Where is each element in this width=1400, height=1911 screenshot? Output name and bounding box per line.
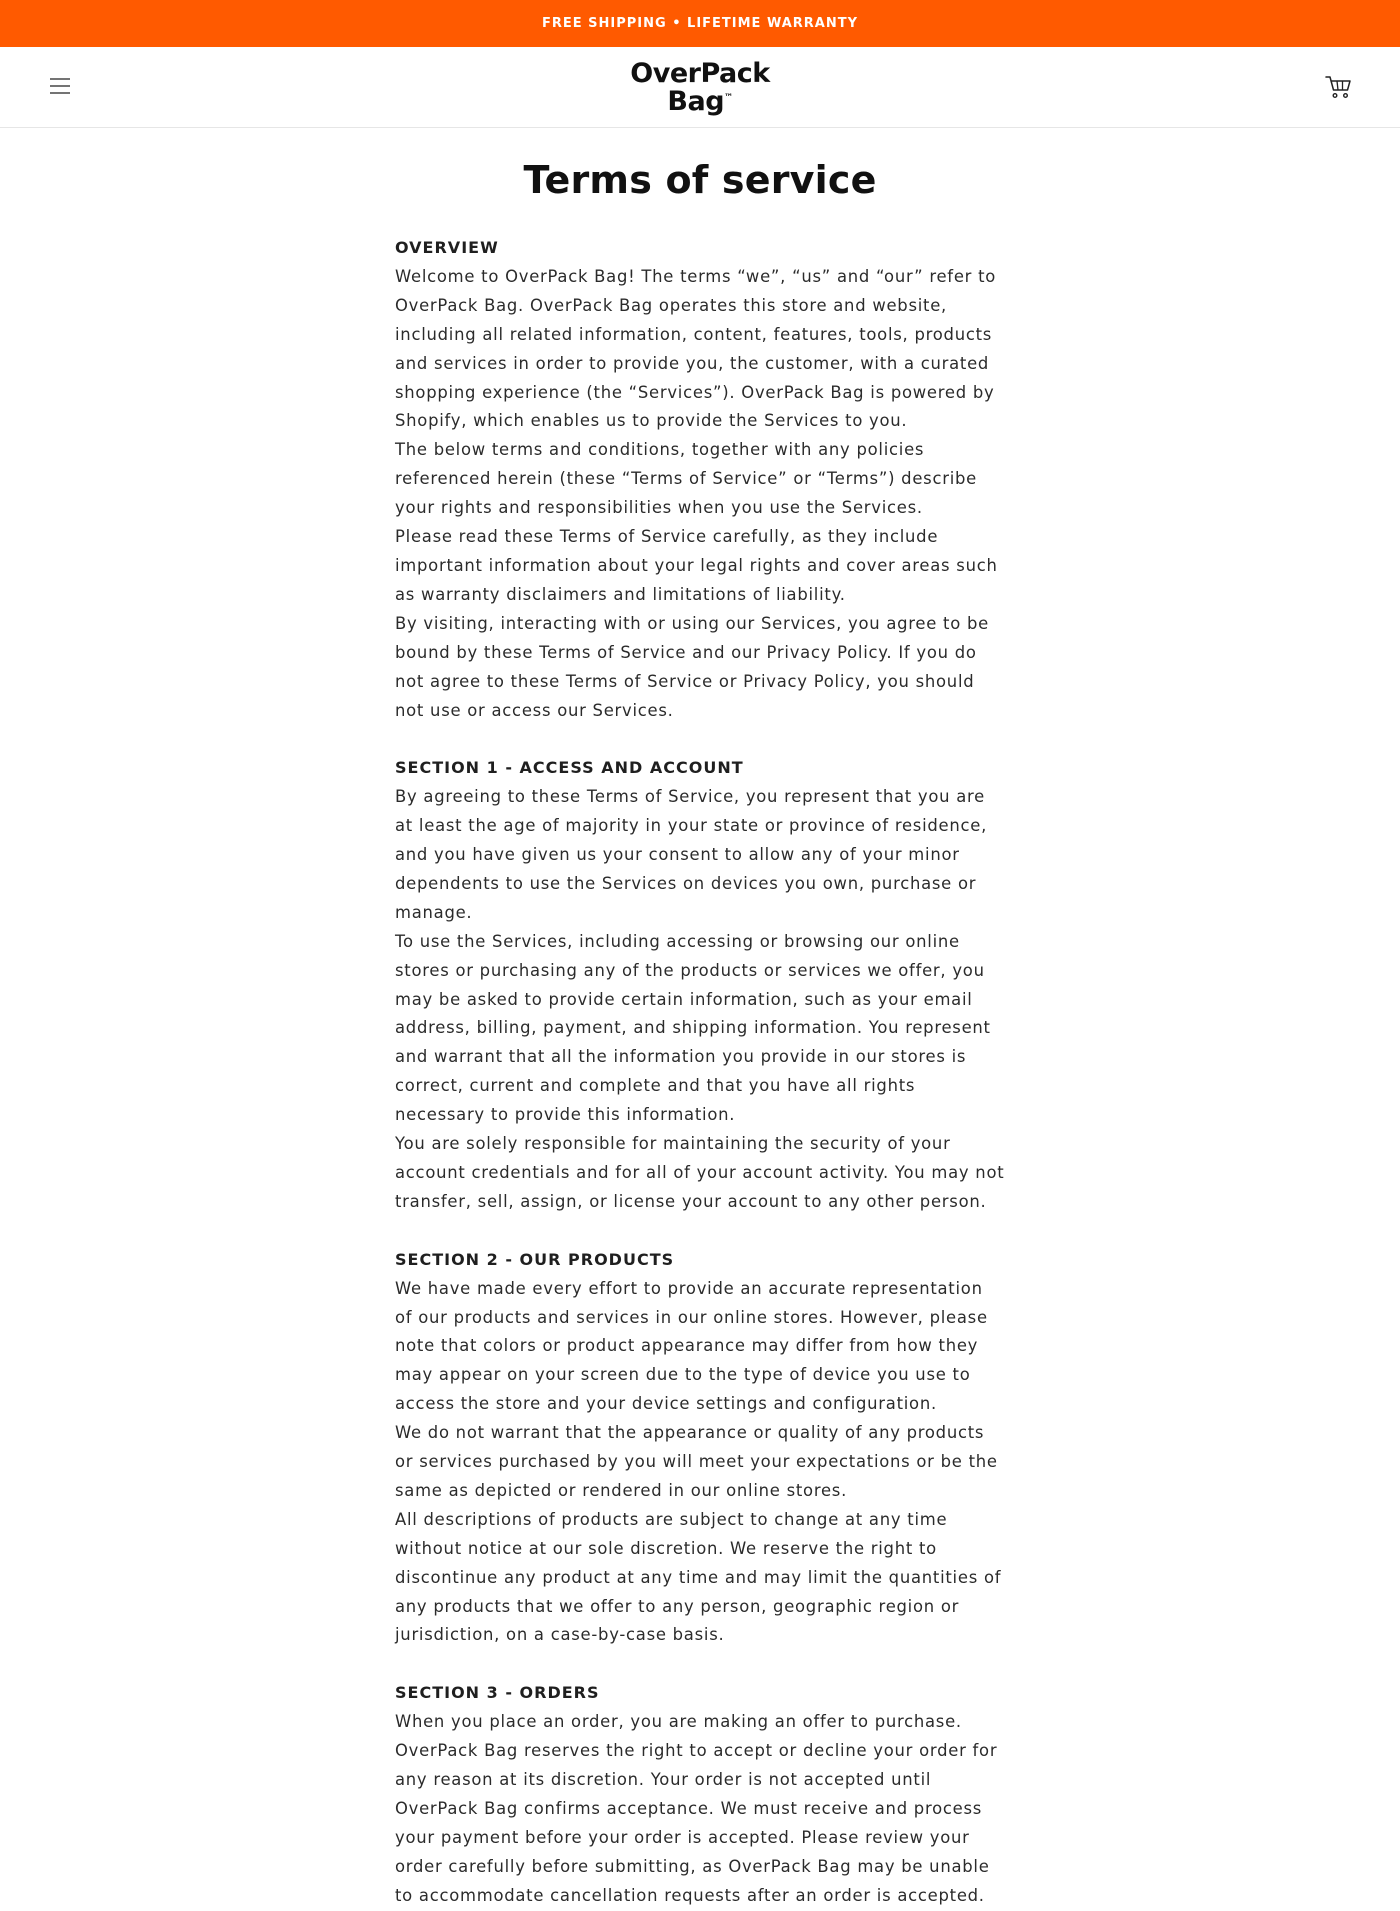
- logo-line2: [667, 85, 733, 117]
- section-orders: [395, 1679, 1005, 1910]
- section-heading: OVERVIEW: [395, 238, 499, 257]
- section-heading: SECTION 1 - ACCESS AND ACCOUNT: [395, 758, 744, 778]
- menu-button[interactable]: [48, 74, 72, 98]
- section-overview: [395, 234, 1005, 725]
- section-heading: SECTION 3 - ORDERS: [395, 1683, 600, 1703]
- logo-line1: OverPack: [630, 57, 770, 89]
- paragraph: We do not warrant that the appearance or quality of any products or services purchased by you will meet your expectations or be the same as depicted or rendered in our online stores.: [395, 1423, 998, 1500]
- paragraph: All descriptions of products are subject to change at any time without notice at our sole discretion. We reserve the right to discontinue any product at any time and may limit the quantities of any products that we offer to any person, geographic region or jurisdiction, on a case-by-case basis.: [395, 1509, 1002, 1645]
- paragraph: Please read these Terms of Service carefully, as they include important information about your legal rights and cover areas such as warranty disclaimers and limitations of liability.: [395, 527, 998, 604]
- paragraph: We have made every effort to provide an accurate representation of our products and services in our online stores. However, please note that colors or product appearance may differ from how they may appear on your screen due to the type of device you use to access the store and your device settings and configuration.: [395, 1278, 988, 1414]
- announcement-text: FREE SHIPPING • LIFETIME WARRANTY: [541, 16, 859, 31]
- paragraph: When you place an order, you are making an offer to purchase. OverPack Bag reserves the right to accept or decline your order for any reason at its discretion. Your order is not accepted until OverPack Bag confirms acceptance. We must receive and process your payment before your order is accepted. Please review your order carefully before submitting, as OverPack Bag may be unable to accommodate cancellation requests after an order is accepted.: [395, 1712, 998, 1905]
- paragraph: To use the Services, including accessing or browsing our online stores or purchasing any of the products or services we offer, you may be asked to provide certain information, such as your email address, billing, payment, and shipping information. You represent and warrant that all the information you provide in our stores is correct, current and complete and that you have all rights necessary to provide this information.: [395, 931, 991, 1125]
- page-title: Terms of service: [523, 158, 877, 202]
- site-logo[interactable]: [630, 57, 770, 117]
- logo-line2-text: Bag: [667, 85, 725, 117]
- announcement-bar: [0, 0, 1400, 47]
- paragraph: You are solely responsible for maintaining the security of your account credentials and for all of your account activity. You may not transfer, sell, assign, or license your account to any other person.: [395, 1134, 1005, 1211]
- paragraph: The below terms and conditions, together with any policies referenced herein (these “Terms of Service” or “Terms”) describe your rights and responsibilities when you use the Services.: [395, 440, 977, 518]
- paragraph: By visiting, interacting with or using our Services, you agree to be bound by these Terms of Service and our Privacy Policy. If you do not agree to these Terms of Service or Privacy Policy, you should not use or access our Services.: [395, 613, 989, 720]
- paragraph: By agreeing to these Terms of Service, you represent that you are at least the age of majority in your state or province of residence, and you have given us your consent to allow any of your minor dependents to use the Services on devices you own, purchase or manage.: [395, 787, 988, 922]
- paragraph: Welcome to OverPack Bag! The terms “we”, “us” and “our” refer to OverPack Bag. OverPack Bag operates this store and website, including all related information, content, features, tools, products and services in order to provide you, the customer, with a curated shopping experience (the “Services”). OverPack Bag is powered by Shopify, which enables us to provide the Services to you.: [395, 266, 997, 431]
- cart-button[interactable]: [1324, 71, 1354, 101]
- section-access-and-account: [395, 754, 1005, 1217]
- hamburger-menu-icon: [48, 74, 72, 98]
- logo-trademark: ™: [724, 92, 733, 103]
- cart-icon: [1324, 71, 1354, 101]
- section-our-products: [395, 1246, 1005, 1651]
- policy-content: [395, 234, 1005, 1911]
- section-heading: SECTION 2 - OUR PRODUCTS: [395, 1249, 675, 1269]
- site-header: [0, 47, 1400, 128]
